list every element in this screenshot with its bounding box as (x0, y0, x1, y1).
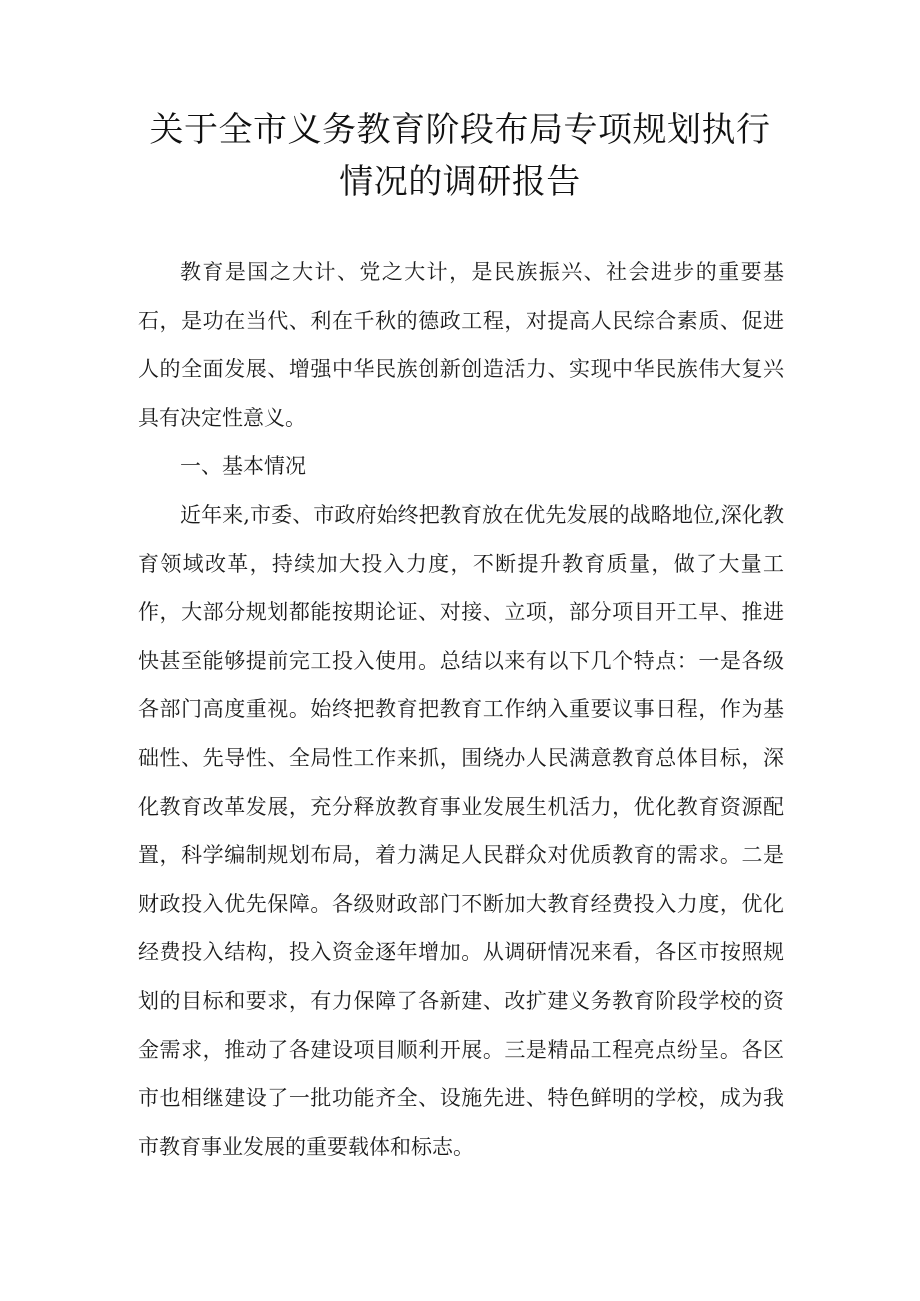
intro-paragraph: 教育是国之大计、党之大计，是民族振兴、社会进步的重要基石，是功在当代、利在千秋的德政工程，对提高人民综合素质、促进人的全面发展、增强中华民族创新创造活力、实现中华民族伟大复兴具有决定性意义。 (138, 260, 784, 430)
page-title (120, 104, 800, 208)
section-heading-basic-situation: 一、基本情况 (180, 454, 306, 479)
document-body (138, 248, 784, 1171)
title-line-2: 情况的调研报告 (339, 162, 581, 202)
title-line-1: 关于全市义务教育阶段布局专项规划执行 (149, 110, 771, 150)
basic-situation-paragraph: 近年来,市委、市政府始终把教育放在优先发展的战略地位,深化教育领域改革，持续加大投入力度，不断提升教育质量，做了大量工作，大部分规划都能按期论证、对接、立项，部分项目开工早、推进快甚至能够提前完工投入使用。总结以来有以下几个特点：一是各级各部门高度重视。始终把教育把教育工作纳入重要议事日程，作为基础性、先导性、全局性工作来抓，围绕办人民满意教育总体目标，深化教育改革发展，充分释放教育事业发展生机活力，优化教育资源配置，科学编制规划布局，着力满足人民群众对优质教育的需求。二是财政投入优先保障。各级财政部门不断加大教育经费投入力度，优化经费投入结构，投入资金逐年增加。从调研情况来看，各区市按照规划的目标和要求，有力保障了各新建、改扩建义务教育阶段学校的资金需求，推动了各建设项目顺利开展。三是精品工程亮点纷呈。各区市也相继建设了一批功能齐全、设施先进、特色鲜明的学校，成为我市教育事业发展的重要载体和标志。 (138, 502, 784, 1159)
